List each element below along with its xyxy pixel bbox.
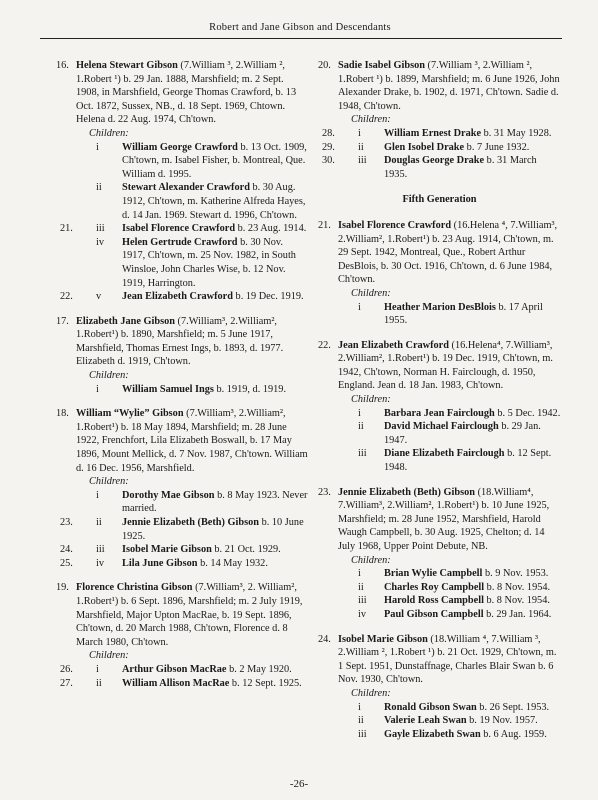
child-ordinal: ii (96, 517, 102, 528)
child-name: Barbara Jean Fairclough (384, 407, 495, 419)
child-details: b. 14 May 1932. (197, 557, 268, 569)
child-item (318, 701, 561, 715)
child-details: b. 31 May 1928. (481, 127, 552, 139)
child-ordinal: i (358, 701, 361, 713)
child-details: b. 31 March 1935. (384, 155, 537, 180)
entry-number: 16. (56, 60, 69, 71)
child-name: Glen Isobel Drake (384, 141, 465, 153)
child-item (56, 383, 308, 397)
child-ordinal: i (96, 383, 99, 395)
child-reference-number: 29. (322, 141, 335, 153)
children-label: Children: (89, 127, 129, 139)
child-item (56, 222, 308, 236)
child-item (56, 663, 308, 677)
person-name: Jennie Elizabeth (Beth) Gibson (338, 486, 476, 498)
person-name: Sadie Isabel Gibson (338, 60, 425, 71)
child-ordinal: ii (358, 581, 364, 593)
child-name: Isobel Marie Gibson (122, 544, 212, 556)
child-details: b. 29 Jan. 1947. (384, 421, 541, 446)
entry-number: 19. (56, 582, 69, 594)
child-ordinal: iii (358, 728, 367, 740)
genealogy-entry (56, 315, 308, 397)
entry-details: (7.William ³, 2.William ², 1.Robert ¹) b. 29 Jan. 1888, Marshfield; m. 2 Sept. 1908, in Marshfield, George Thomas Crawford, b. 13 Oct. 1872, Sussex, NB., d. 18 Sept. 1969, Chtown. Helena d. 22 Aug. 1974, Ch'town. (76, 60, 297, 126)
child-ordinal: ii (358, 715, 364, 727)
child-reference-number: 25. (60, 557, 73, 569)
child-item (56, 489, 308, 516)
child-name: Harold Ross Campbell (384, 595, 484, 607)
child-item (56, 290, 308, 304)
entry-number: 23. (318, 486, 331, 498)
child-item (56, 557, 308, 571)
child-item (56, 516, 308, 543)
person-name: Elizabeth Jane Gibson (76, 315, 175, 327)
child-name: Paul Gibson Campbell (384, 608, 484, 620)
children-label: Children: (351, 687, 391, 699)
page-number: -26- (289, 778, 309, 790)
child-item (318, 127, 561, 141)
child-ordinal: i (358, 127, 361, 139)
child-name: Jennie Elizabeth (Beth) Gibson (122, 517, 260, 528)
child-ordinal: i (96, 663, 99, 675)
child-item (318, 420, 561, 447)
entry-details: (7.William ³, 2.William ², 1.Robert ¹) b. 1899, Marshfield; m. 6 June 1926, John Alexander Drake, b. 1902, d. 1971, Ch'town. Sadie d. 1948, Ch'town. (338, 60, 560, 112)
child-name: Helen Gertrude Crawford (122, 236, 238, 248)
child-item (56, 181, 308, 222)
entry-body (56, 315, 308, 369)
child-reference-number: 28. (322, 127, 335, 139)
child-ordinal: ii (358, 421, 364, 433)
child-name: Heather Marion DesBlois (384, 301, 496, 313)
entry-number: 24. (318, 633, 331, 645)
entry-body (318, 219, 561, 287)
entry-body (318, 339, 561, 393)
page-header-title: Robert and Jane Gibson and Descendants (209, 22, 391, 33)
child-name: Brian Wylie Campbell (384, 568, 483, 580)
child-details: b. 30 Nov. 1917, Ch'town, m. 25 Nov. 1982, in South Winsloe, John Charles Wise, b. 12 Nov. 1919, Harrington. (122, 236, 296, 289)
child-name: Diane Elizabeth Fairclough (384, 448, 505, 460)
child-ordinal: iii (358, 448, 367, 460)
child-name: William Samuel Ings (122, 383, 214, 395)
entry-details: (18.William⁴, 7.William³, 2.William², 1.Robert¹) b. 10 June 1925, Marshfield; m. 28 June 1952, Marshfield, Harold Waugh Campbell, b. 30 Aug. 1925, Chelton; d. 14 July 1968, Upper Point Debute, NB. (338, 486, 550, 552)
child-name: Stewart Alexander Crawford (122, 182, 250, 194)
child-details: b. 30 Aug. 1912, Ch'town, m. Katherine Alfreda Hayes, d. 14 Jan. 1969. Stewart d. 1996, Ch'town. (122, 182, 306, 221)
genealogy-entry (318, 633, 561, 742)
entry-details: (16.Helena ⁴, 7.William³, 2.William², 1.Robert¹) b. 23 Aug. 1914, Ch'town, m. 29 Sept. 1942, Montreal, Que., Robert Arthur DesBlois, b. 30 Oct. 1916, Ch'town, d. 6 June 1984, Ch'town. (338, 219, 558, 286)
child-ordinal: ii (358, 141, 364, 153)
header-rule (40, 38, 562, 39)
child-item (318, 567, 561, 581)
child-details: b. 12 Sept. 1948. (384, 448, 552, 474)
child-name: David Michael Fairclough (384, 421, 499, 433)
child-ordinal: i (358, 568, 361, 580)
children-label: Children: (89, 370, 129, 382)
child-ordinal: iii (96, 544, 105, 556)
child-name: Dorothy Mae Gibson (122, 489, 215, 501)
child-details: b. 19 Dec. 1919. (232, 291, 304, 303)
person-name: Helena Stewart Gibson (76, 60, 178, 71)
child-details: b. 8 Nov. 1954. (484, 581, 551, 593)
person-name: Jean Elizabeth Crawford (338, 339, 449, 351)
child-ordinal: i (96, 141, 99, 153)
entry-number: 17. (56, 315, 69, 327)
child-details: b. 12 Sept. 1925. (229, 677, 302, 689)
child-details: b. 1919, d. 1919. (213, 383, 287, 395)
entry-body (56, 407, 308, 475)
child-name: William George Crawford (122, 141, 238, 153)
child-details: b. 19 Nov. 1957. (466, 715, 538, 727)
entry-details: (7.William³, 2.William², 1.Robert¹) b. 1890, Marshfield; m. 5 June 1917, Marshfield, Thomas Ernest Ings, b. 1893, d. 1977. Elizabeth d. 1919, Ch'town. (76, 315, 284, 368)
child-item (318, 154, 561, 181)
children-label: Children: (89, 476, 129, 488)
genealogy-entry (56, 581, 308, 690)
child-ordinal: i (96, 489, 99, 501)
child-reference-number: 30. (322, 155, 335, 167)
child-item (56, 236, 308, 290)
child-details: b. 13 Oct. 1909, Ch'town, m. Isabel Fisher, b. Montreal, Que. William d. 1995. (122, 141, 307, 180)
children-label: Children: (351, 554, 391, 566)
child-ordinal: iii (358, 155, 367, 167)
child-details: b. 6 Aug. 1959. (480, 728, 547, 740)
child-name: Lila June Gibson (122, 557, 198, 569)
child-item (56, 677, 308, 691)
genealogy-entry (318, 219, 561, 328)
genealogy-entry (318, 486, 561, 622)
child-details: b. 23 Aug. 1914. (235, 223, 307, 235)
entry-body (318, 633, 561, 687)
child-details: b. 17 April 1955. (384, 301, 543, 327)
children-label: Children: (89, 650, 129, 662)
child-ordinal: iv (96, 236, 105, 248)
child-ordinal: iv (358, 608, 367, 620)
children-label: Children: (351, 114, 391, 126)
child-details: b. 26 Sept. 1953. (476, 701, 550, 713)
child-details: b. 7 June 1932. (464, 141, 530, 153)
child-name: Isabel Florence Crawford (122, 223, 236, 235)
person-name: William “Wylie” Gibson (76, 408, 184, 420)
child-item (318, 714, 561, 728)
child-name: Jean Elizabeth Crawford (122, 291, 233, 303)
generation-heading: Fifth Generation (402, 194, 477, 206)
child-item (318, 594, 561, 608)
child-reference-number: 26. (60, 663, 73, 675)
person-name: Isabel Florence Crawford (338, 219, 452, 231)
child-reference-number: 23. (60, 517, 73, 528)
entry-number: 20. (318, 60, 331, 71)
child-ordinal: iii (358, 595, 367, 607)
genealogy-entry (56, 59, 308, 304)
child-ordinal: iii (96, 223, 105, 235)
child-item (318, 728, 561, 742)
entry-details: (7.William³, 2. William², 1.Robert¹) b. 6 Sept. 1896, Marshfield; m. 2 July 1919, Marshfield, Major Upton MacRae, b. 19 Sept. 1896, Ch'town, d. 20 March 1988, Ch'town, Florence d. 8 March 1980, Ch'town. (76, 582, 303, 648)
child-details: b. 29 Jan. 1964. (483, 608, 552, 620)
child-details: b. 10 June 1925. (122, 517, 304, 542)
entry-number: 18. (56, 408, 69, 420)
right-column (318, 59, 561, 752)
right-top-entries (318, 59, 561, 181)
entry-number: 21. (318, 219, 331, 231)
child-details: b. 21 Oct. 1929. (211, 544, 281, 556)
child-item (56, 141, 308, 182)
genealogy-entry (318, 59, 561, 181)
genealogy-entry (56, 407, 308, 570)
right-bottom-entries (318, 219, 561, 741)
person-name: Isobel Marie Gibson (338, 633, 428, 645)
child-name: Ronald Gibson Swan (384, 701, 477, 713)
child-details: b. 8 May 1923. Never married. (122, 489, 308, 515)
child-name: Gayle Elizabeth Swan (384, 728, 481, 740)
entry-body (318, 486, 561, 554)
child-reference-number: 24. (60, 544, 73, 556)
child-name: Charles Roy Campbell (384, 581, 485, 593)
child-item (318, 301, 561, 328)
child-name: William Ernest Drake (384, 127, 482, 139)
child-details: b. 5 Dec. 1942. (494, 407, 561, 419)
child-details: b. 9 Nov. 1953. (482, 568, 549, 580)
child-ordinal: v (96, 291, 102, 303)
left-entries (56, 59, 308, 690)
child-item (318, 407, 561, 421)
entry-details: (16.Helena⁴, 7.William³, 2.William², 1.Robert¹) b. 19 Dec. 1919, Ch'town, m. 1942, Ch'town, Norman H. Fairclough, d. 1950, England. Jean d. 18 Jan. 1983, Ch'town. (338, 339, 553, 392)
child-name: William Allison MacRae (122, 677, 230, 689)
child-ordinal: i (358, 301, 361, 313)
children-label: Children: (351, 394, 391, 406)
child-ordinal: ii (96, 677, 102, 689)
child-name: Douglas George Drake (384, 155, 485, 167)
entry-number: 22. (318, 339, 331, 351)
child-item (318, 581, 561, 595)
child-details: b. 2 May 1920. (226, 663, 292, 675)
genealogy-entry (318, 339, 561, 475)
children-label: Children: (351, 287, 391, 299)
entry-details: (7.William³, 2.William², 1.Robert¹) b. 18 May 1894, Marshfield; m. 28 June 1922, Frenchfort, Lila Elizabeth Boswall, b. 17 May 1896, Mount Mellick, d. 7 Nov. 1987, Ch'town. William d. 16 Dec. 1956, Marshfield. (76, 408, 308, 474)
child-item (318, 608, 561, 622)
child-item (318, 447, 561, 474)
left-column (56, 59, 308, 701)
child-ordinal: iv (96, 557, 105, 569)
entry-details: (18.William ⁴, 7.William ³, 2.William ², 1.Robert ¹) b. 21 Oct. 1929, Ch'town, m. 1 Sept. 1951, Dunstaffnage, Charles Blair Swan b. 6 Nov. 1930, Ch'town. (338, 633, 557, 686)
entry-body (56, 581, 308, 649)
child-reference-number: 27. (60, 677, 73, 689)
entry-body (56, 59, 308, 127)
child-name: Arthur Gibson MacRae (122, 663, 227, 675)
child-reference-number: 21. (60, 223, 73, 235)
child-name: Valerie Leah Swan (384, 715, 467, 727)
entry-body (318, 59, 561, 113)
child-item (56, 543, 308, 557)
child-ordinal: i (358, 407, 361, 419)
child-ordinal: ii (96, 182, 102, 194)
person-name: Florence Christina Gibson (76, 582, 193, 594)
child-reference-number: 22. (60, 291, 73, 303)
child-item (318, 141, 561, 155)
child-details: b. 8 Nov. 1954. (483, 595, 550, 607)
